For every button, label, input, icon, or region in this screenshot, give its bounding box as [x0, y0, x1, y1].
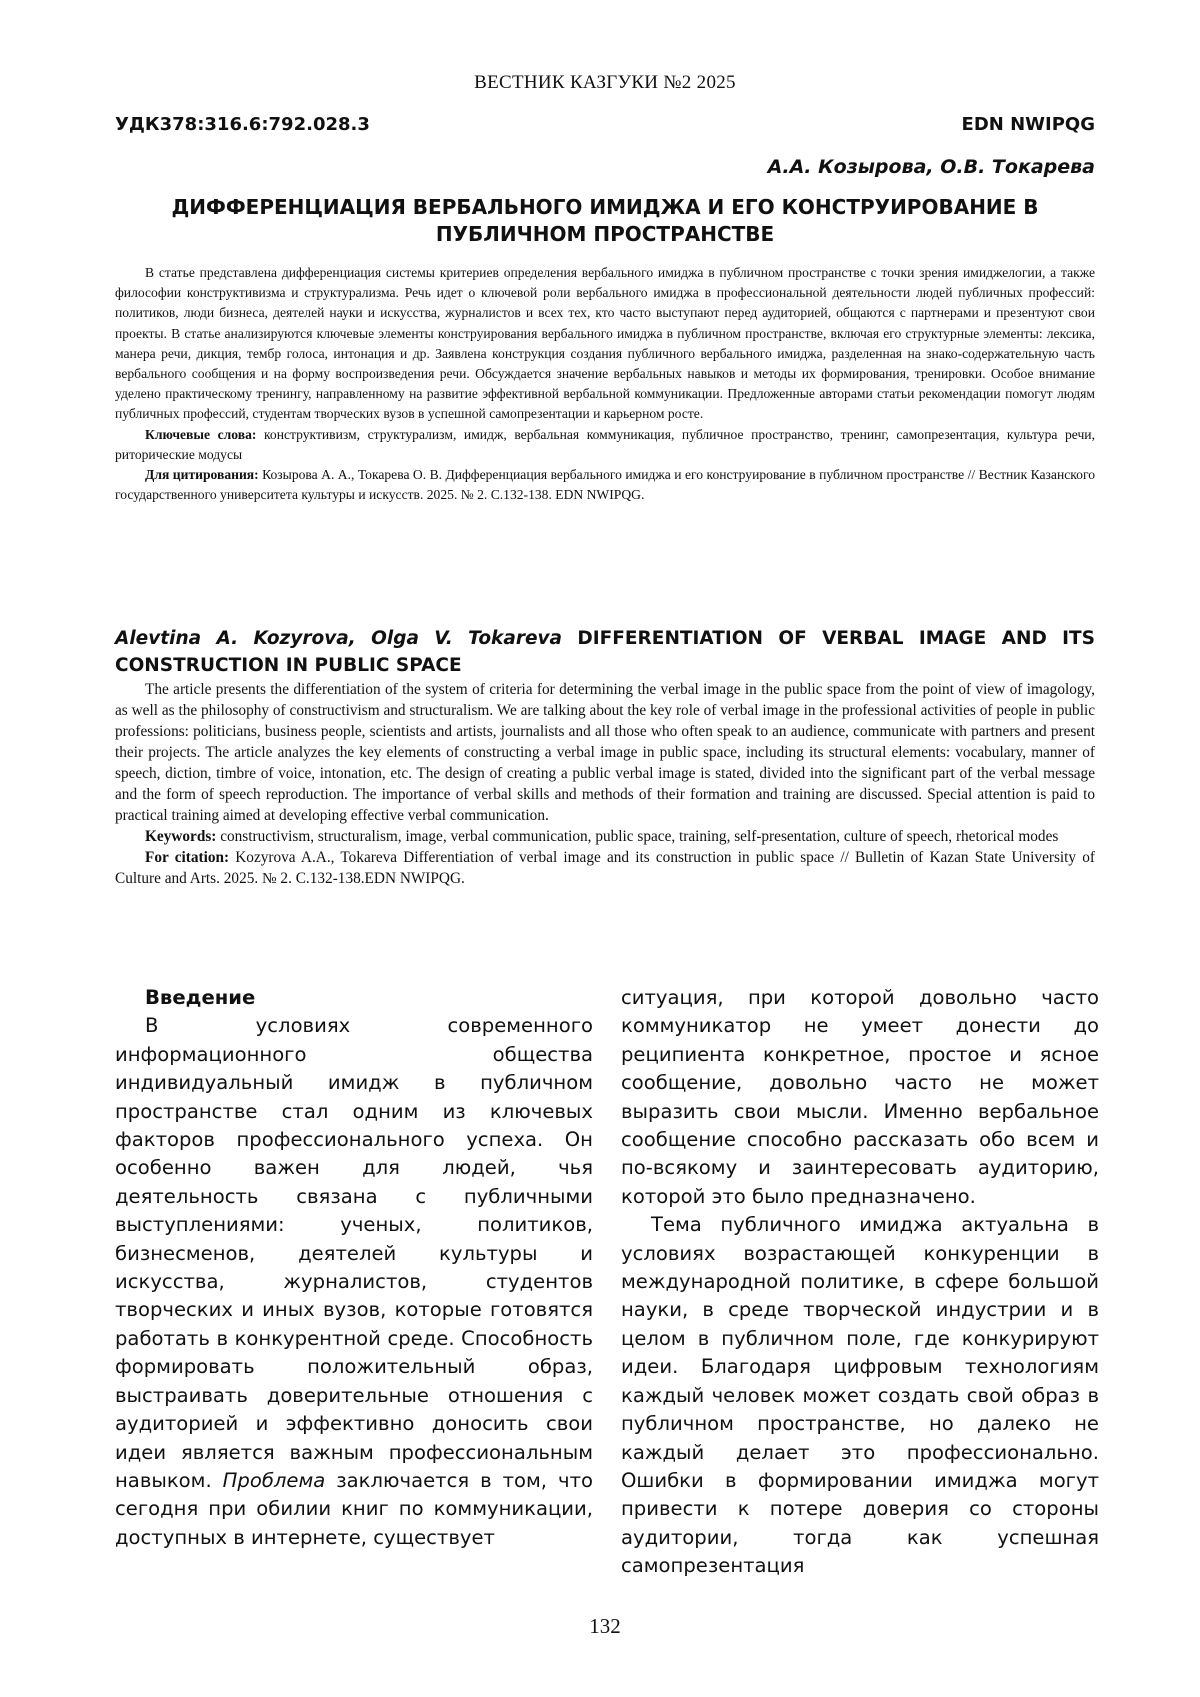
- english-heading: [115, 625, 1095, 679]
- abstract-ru-text: В статье представлена дифференциация системы критериев определения вербального имиджа в публичном пространстве с точки зрения имиджелогии, а также философии конструктивизма и структурализма. Речь идет о ключевой роли вербального имиджа в профессиональной деятельности людей публичных профессий: политиков, люди бизнеса, деятелей науки и искусства, журналистов и всех тех, кто часто выступают перед аудиторией, общаются с партнерами и презентуют свои проекты. В статье анализируются ключевые элементы конструирования вербального имиджа в публичном пространстве, включая его структурные элементы: лексика, манера речи, дикция, тембр голоса, интонация и др. Заявлена конструкция создания публичного вербального имиджа, разделенная на знако-содержательную часть вербального сообщения и на форму воспроизведения речи. Обсуждается значение вербальных навыков и методы их формирования, тренировки. Особое внимание уделено практическому тренингу, направленному на развитие эффективной вербальной коммуникации. Предложенные авторами статьи рекомендации помогут людям публичных профессий, студентам творческих вузов в успешной самопрезентации и карьерном росте.: [115, 265, 1095, 422]
- keywords-ru-text: конструктивизм, структурализм, имидж, вербальная коммуникация, публичное пространство, тренинг, самопрезентация, культура речи, риторические модусы: [115, 426, 1095, 462]
- article-title: ДИФФЕРЕНЦИАЦИЯ ВЕРБАЛЬНОГО ИМИДЖА И ЕГО КОНСТРУИРОВАНИЕ В ПУБЛИЧНОМ ПРОСТРАНСТВЕ: [171, 195, 1039, 246]
- keywords-ru: [115, 425, 1095, 465]
- article-authors: А.А. Козырова, О.В. Токарева: [767, 156, 1095, 178]
- continuation-paragraph: ситуация, при которой довольно часто коммуникатор не умеет донести до реципиента конкретное, простое и ясное сообщение, довольно часто не может выразить свои мысли. Именно вербальное сообщение способно рассказать обо всем и по-всякому и заинтересовать аудиторию, которой это было предназначено.: [621, 986, 1099, 1208]
- english-title: DIFFERENTIATION OF VERBAL IMAGE AND ITS CONSTRUCTION IN PUBLIC SPACE: [115, 628, 1095, 676]
- topic-paragraph: Тема публичного имиджа актуальна в условиях возрастающей конкуренции в международной политике, в сфере большой науки, в среде творческой индустрии и в целом в публичном поле, где конкурируют идеи. Благодаря цифровым технологиям каждый человек может создать свой образ в публичном пространстве, но далеко не каждый делает это профессионально. Ошибки в формировании имиджа могут привести к потере доверия со стороны аудитории, тогда как успешная самопрезентация: [621, 1213, 1099, 1578]
- keywords-en-text: constructivism, structuralism, image, verbal communication, public space, training, self-presentation, culture of speech, rhetorical modes: [216, 828, 1059, 845]
- abstract-en: [115, 679, 1095, 889]
- journal-header: ВЕСТНИК КАЗГУКИ №2 2025: [474, 72, 736, 93]
- body-column-right: [621, 984, 1099, 1581]
- abstract-en-text: The article presents the differentiation of the system of criteria for determining the verbal image in the public space from the point of view of imagology, as well as the philosophy of constructivism and structuralism. We are talking about the key role of verbal image in the professional activities of people in public professions: politicians, business people, scientists and artists, journalists and all those who often speak to an audience, communicate with partners and present their projects. The article analyzes the key elements of constructing a verbal image in public space, including its structural elements: vocabulary, manner of speech, diction, timbre of voice, intonation, etc. The design of creating a public verbal image is stated, divided into the significant part of the verbal message and the form of speech reproduction. The importance of verbal skills and methods of their formation and training are discussed. Special attention is paid to practical training aimed at developing effective verbal communication.: [115, 681, 1095, 824]
- citation-en-text: Kozyrova A.A., Tokareva Differentiation of verbal image and its construction in public space // Bulletin of Kazan State University of Culture and Arts. 2025. № 2. С.132-138.EDN NWIPQG.: [115, 849, 1095, 887]
- page-number: 132: [589, 1614, 621, 1638]
- udk-code: УДК378:316.6:792.028.3: [115, 114, 370, 135]
- body-column-left: [115, 984, 593, 1552]
- intro-heading: Введение: [145, 986, 256, 1009]
- citation-en: [115, 847, 1095, 889]
- citation-ru: [115, 465, 1095, 505]
- intro-paragraph: [115, 1012, 593, 1552]
- problem-term: Проблема: [222, 1468, 326, 1492]
- citation-ru-text: Козырова А. А., Токарева О. В. Дифференциация вербального имиджа и его конструирование в публичном пространстве // Вестник Казанского государственного университета культуры и искусств. 2025. № 2. С.132-138. EDN NWIPQG.: [115, 467, 1096, 503]
- english-authors: Alevtina A. Kozyrova, Olga V. Tokareva: [115, 628, 563, 649]
- abstract-ru: [115, 263, 1095, 505]
- citation-en-label: For citation:: [145, 849, 230, 866]
- edn-code: EDN NWIPQG: [961, 114, 1095, 135]
- keywords-en-label: Keywords:: [145, 828, 217, 845]
- keywords-ru-label: Ключевые слова:: [145, 426, 257, 442]
- keywords-en: [115, 826, 1095, 847]
- intro-text-tail: заключается в том, что сегодня при обилии книг по коммуникации, доступных в интернете, существует: [115, 1468, 593, 1549]
- citation-ru-label: Для цитирования:: [145, 467, 259, 483]
- journal-page: [115, 0, 1099, 1697]
- intro-text: В условиях современного информационного общества индивидуальный имидж в публичном пространстве стал одним из ключевых факторов профессионального успеха. Он особенно важен для людей, чья деятельность связана с публичными выступлениями: ученых, политиков, бизнесменов, деятелей культуры и искусства, журналистов, студентов творческих и иных вузов, которые готовятся работать в конкурентной среде. Способность формировать положительный образ, выстраивать доверительные отношения с аудиторией и эффективно доносить свои идеи является важным профессиональным навыком.: [115, 1014, 593, 1492]
